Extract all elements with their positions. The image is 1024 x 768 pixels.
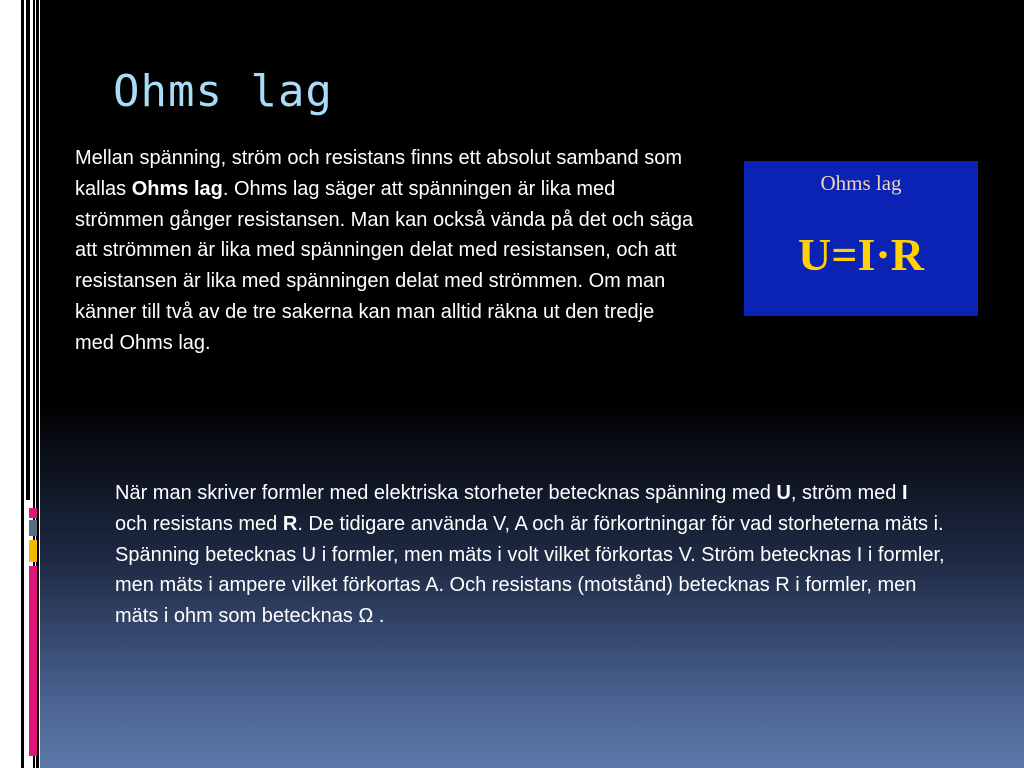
symbol-r: R <box>282 512 298 535</box>
accent-block-gray <box>29 520 37 536</box>
symbol-u: U <box>776 482 791 504</box>
paragraph-text: och resistans med <box>115 512 283 535</box>
paragraph-text: När man skriver formler med elektriska storheter betecknas spänning med <box>115 482 777 504</box>
stripe-line <box>26 0 30 500</box>
paragraph-text: , ström med <box>790 482 902 504</box>
paragraph-text: . Ohms lag säger att spänningen är lika med strömmen gånger resistansen. Man kan också vända på det och säga att strömmen är lika med spänningen delat med resistansen, och att resistansen är lika med spänningen delat med strömmen. Om man känner till två av de tre sakerna kan man alltid räkna ut den tredje med Ohms lag. <box>75 177 694 354</box>
accent-bar-pink <box>29 566 37 756</box>
paragraph-bold-term: Ohms lag <box>131 177 223 200</box>
paragraph-symbols <box>115 478 945 632</box>
accent-block-pink <box>29 508 37 518</box>
stripe-line <box>21 0 24 768</box>
slide-title: Ohms lag <box>113 66 333 117</box>
paragraph-text: . De tidigare använda V, A och är förkortningar för vad storheterna mäts i. Spänning betecknas U i formler, men mäts i volt vilket förkortas V. Ström betecknas I i formler, men mäts i ampere vilket förkortas A. Och resistans (motstånd) betecknas R i formler, men mäts i ohm som betecknas Ω . <box>115 512 945 628</box>
symbol-i: I <box>901 482 908 504</box>
decorative-side-strip <box>0 0 40 768</box>
formula-image <box>744 161 978 316</box>
accent-block-yellow <box>29 540 37 562</box>
paragraph-ohms-law <box>75 143 695 359</box>
formula-caption: Ohms lag <box>820 171 902 195</box>
formula-equation: U=I·R <box>798 229 924 280</box>
paragraph-text: Mellan spänning, ström och resistans finns ett absolut samband som kallas <box>75 147 682 200</box>
